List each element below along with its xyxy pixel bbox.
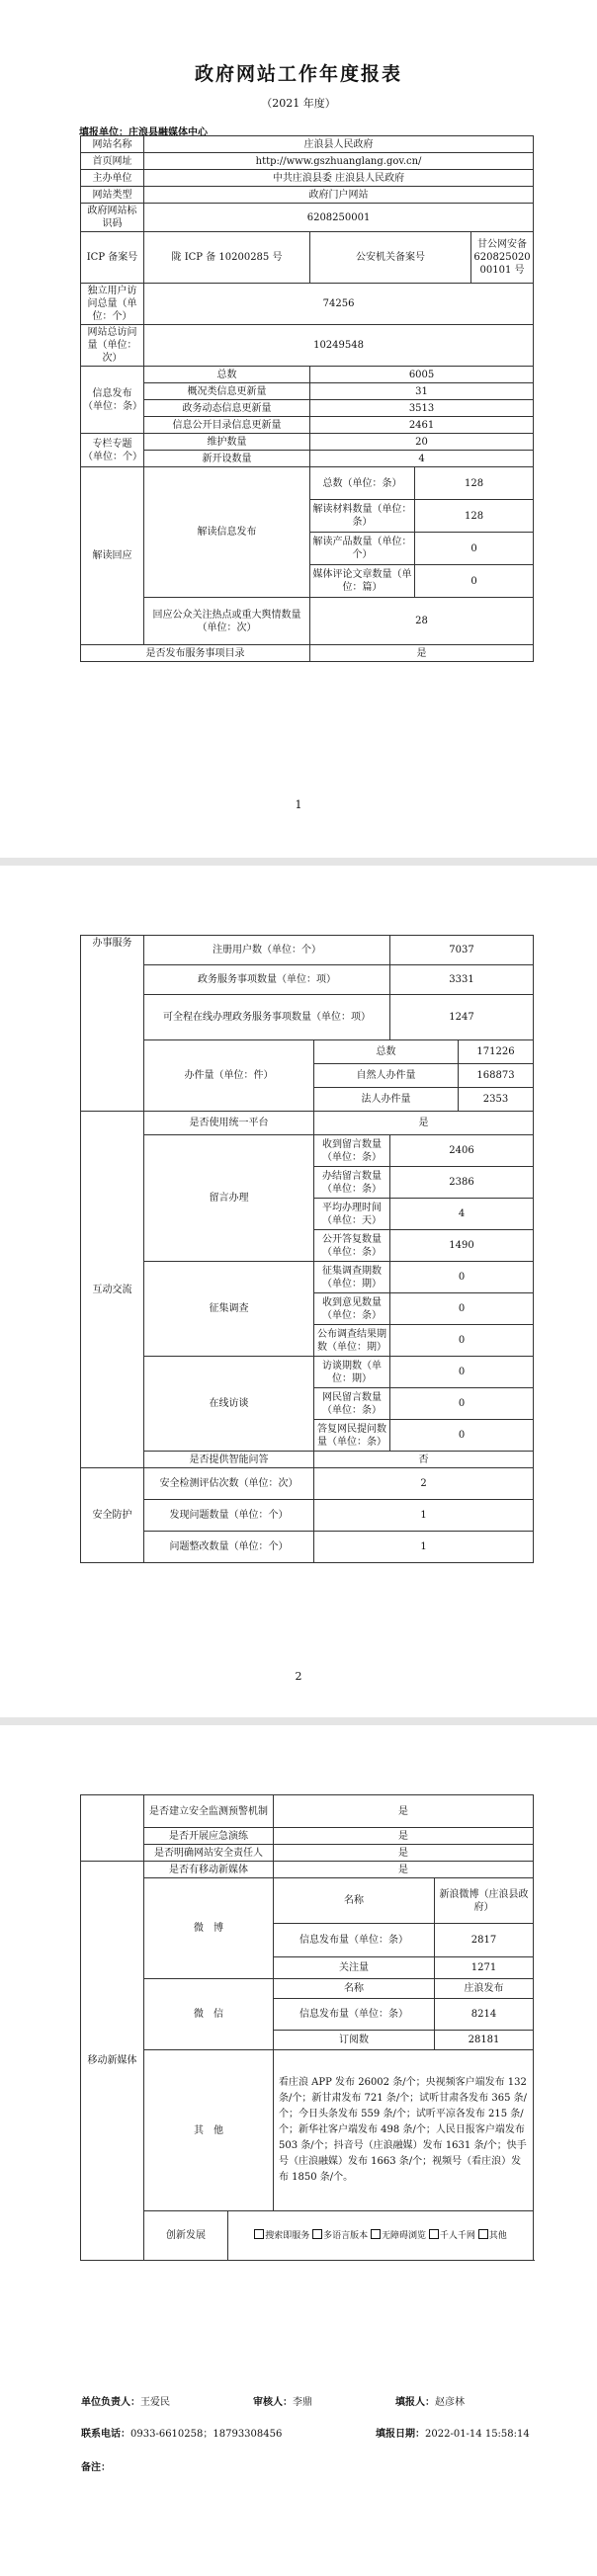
option-accessibility[interactable]: 无障碍浏览 — [371, 2231, 426, 2241]
service-table: 办事服务 注册用户数（单位：个） 7037 政务服务事项数量（单位：项） 3331 可全程在线办理政务服务事项数量（单位：项） 1247 办件量（单位：件） 总数 171226 自然人办件量 168873 法人办件量 2353 互动交流 是否使用统一平台 是 留言办理 收到留言数量（单位：条） 2406 办结留言数量（单位：条） 2386 平均办理时间（单位：天） 4 公开答复数量（单位：条） 1490 征集调查 征集调查期数（单位：期） 0 收到意见数量（单位：条） 0 公布调查结果期数（单位：期） 0 在线访谈 访谈期数（单位：期） 0 网民留言数量（单位：条） 0 答复网民提问数量（单位：条） 0 是否提供智能问答 否 安全防护 安全检测评估次数（单位：次） 2 发现问题数量（单位：个） 1 问题整改数量（单位：个） 1 — [80, 935, 534, 1563]
page-1 — [0, 0, 597, 858]
option-search-service[interactable]: 搜索即服务 — [254, 2231, 309, 2241]
checkbox-icon[interactable] — [478, 2229, 488, 2239]
site-type: 政府门户网站 — [144, 187, 534, 204]
option-multi-language[interactable]: 多语言版本 — [312, 2231, 368, 2241]
other-media-list: 看庄浪 APP 发布 26002 条/个；央视频客户端发布 132 条/个；新甘肃发布 721 条/个；试听甘肃各发布 365 条/个；今日头条发布 559 条/个；试听平凉各发布 215 条/个；新华社客户端发布 498 条/个；人民日报客户端发布 503 条/个；抖音号（庄浪融媒）发布 1631 条/个；快手号（庄浪融媒）发布 1663 条/个；视频号（看庄浪）发布 1850 条/个。 — [274, 2050, 534, 2211]
icp-number: 陇 ICP 备 10200285 号 — [144, 232, 310, 284]
note: 备注： — [81, 2462, 111, 2473]
report-date: 填报日期：2022-01-14 15:58:14 — [376, 2429, 530, 2440]
checkbox-icon[interactable] — [312, 2229, 322, 2239]
page-views: 10249548 — [144, 325, 534, 367]
checkbox-icon[interactable] — [429, 2229, 439, 2239]
auditor: 审核人：李鼎 — [253, 2397, 312, 2408]
page-number: 1 — [295, 798, 302, 811]
info-total: 6005 — [310, 367, 534, 383]
site-name: 庄浪县人民政府 — [144, 136, 534, 153]
checkbox-icon[interactable] — [254, 2229, 264, 2239]
innovation-options — [228, 2211, 534, 2261]
report-title: 政府网站工作年度报表 — [194, 63, 402, 85]
mobile-table: 是否建立安全监测预警机制 是 是否开展应急演练 是 是否明确网站安全责任人 是 移动新媒体 是否有移动新媒体 是 微 博 名称 新浪微博（庄浪县政府） 信息发布量（单位：条） 2817 关注量 1271 微 信 名称 庄浪发布 信息发布量（单位：条） 8214 订阅数 28181 其 他 看庄浪 APP 发布 26002 条/个；央视频客户端发布 132 条/个；新甘肃发布 721 条/个；试听甘肃各发布 365 条/个；今日头条发布 559 条/个；试听平凉各发布 215 条/个；新华社客户端发布 498 条/个；人民日报客户端发布 503 条/个；抖音号（庄浪融媒）发布 1631 条/个；快手号（庄浪融媒）发布 1663 条/个；视频号（看庄浪）发布 1850 条/个。 创新发展 搜索即服务 多语言版本 无障碍浏览 千人千网 其他 — [80, 1794, 534, 2261]
page-2 — [0, 866, 597, 1717]
page-3 — [0, 1725, 597, 2576]
option-personalized[interactable]: 千人千网 — [429, 2231, 475, 2241]
report-year: （2021 年度） — [261, 97, 336, 110]
basic-info-table: 网站名称 庄浪县人民政府 首页网址 http://www.gszhuanglang.gov.cn/ 主办单位 中共庄浪县委 庄浪县人民政府 网站类型 政府门户网站 政府网站标识码 6208250001 ICP 备案号 陇 ICP 备 10200285 号 公安机关备案号 甘公网安备 62082502000101 号 独立用户访问总量（单位：个） 74256 网站总访问量（单位：次） 10249548 信息发布（单位：条） 总数 6005 概况类信息更新量 31 政务动态信息更新量 3513 信息公开目录信息更新量 2461 专栏专题（单位：个） 维护数量 20 新开设数量 4 解读回应 解读信息发布 总数（单位：条） 128 解读材料数量（单位：条） 128 解读产品数量（单位：个） 0 媒体评论文章数量（单位：篇） 0 回应公众关注热点或重大舆情数量（单位：次） 28 是否发布服务事项目录 是 — [80, 135, 534, 662]
reporter: 填报人：赵彦林 — [395, 2397, 465, 2408]
leader: 单位负责人：王爱民 — [81, 2397, 170, 2408]
checkbox-icon[interactable] — [371, 2229, 381, 2239]
option-other[interactable]: 其他 — [478, 2231, 507, 2241]
police-number: 甘公网安备 62082502000101 号 — [471, 232, 534, 284]
page-number: 2 — [295, 1670, 302, 1683]
host-unit: 中共庄浪县委 庄浪县人民政府 — [144, 170, 534, 187]
contact-phone: 联系电话：0933-6610258；18793308456 — [81, 2429, 283, 2440]
filler-unit: 填报单位：庄浪县融媒体中心 — [79, 127, 208, 138]
unique-visitors: 74256 — [144, 284, 534, 325]
site-code: 6208250001 — [144, 204, 534, 232]
home-url: http://www.gszhuanglang.gov.cn/ — [144, 153, 534, 170]
